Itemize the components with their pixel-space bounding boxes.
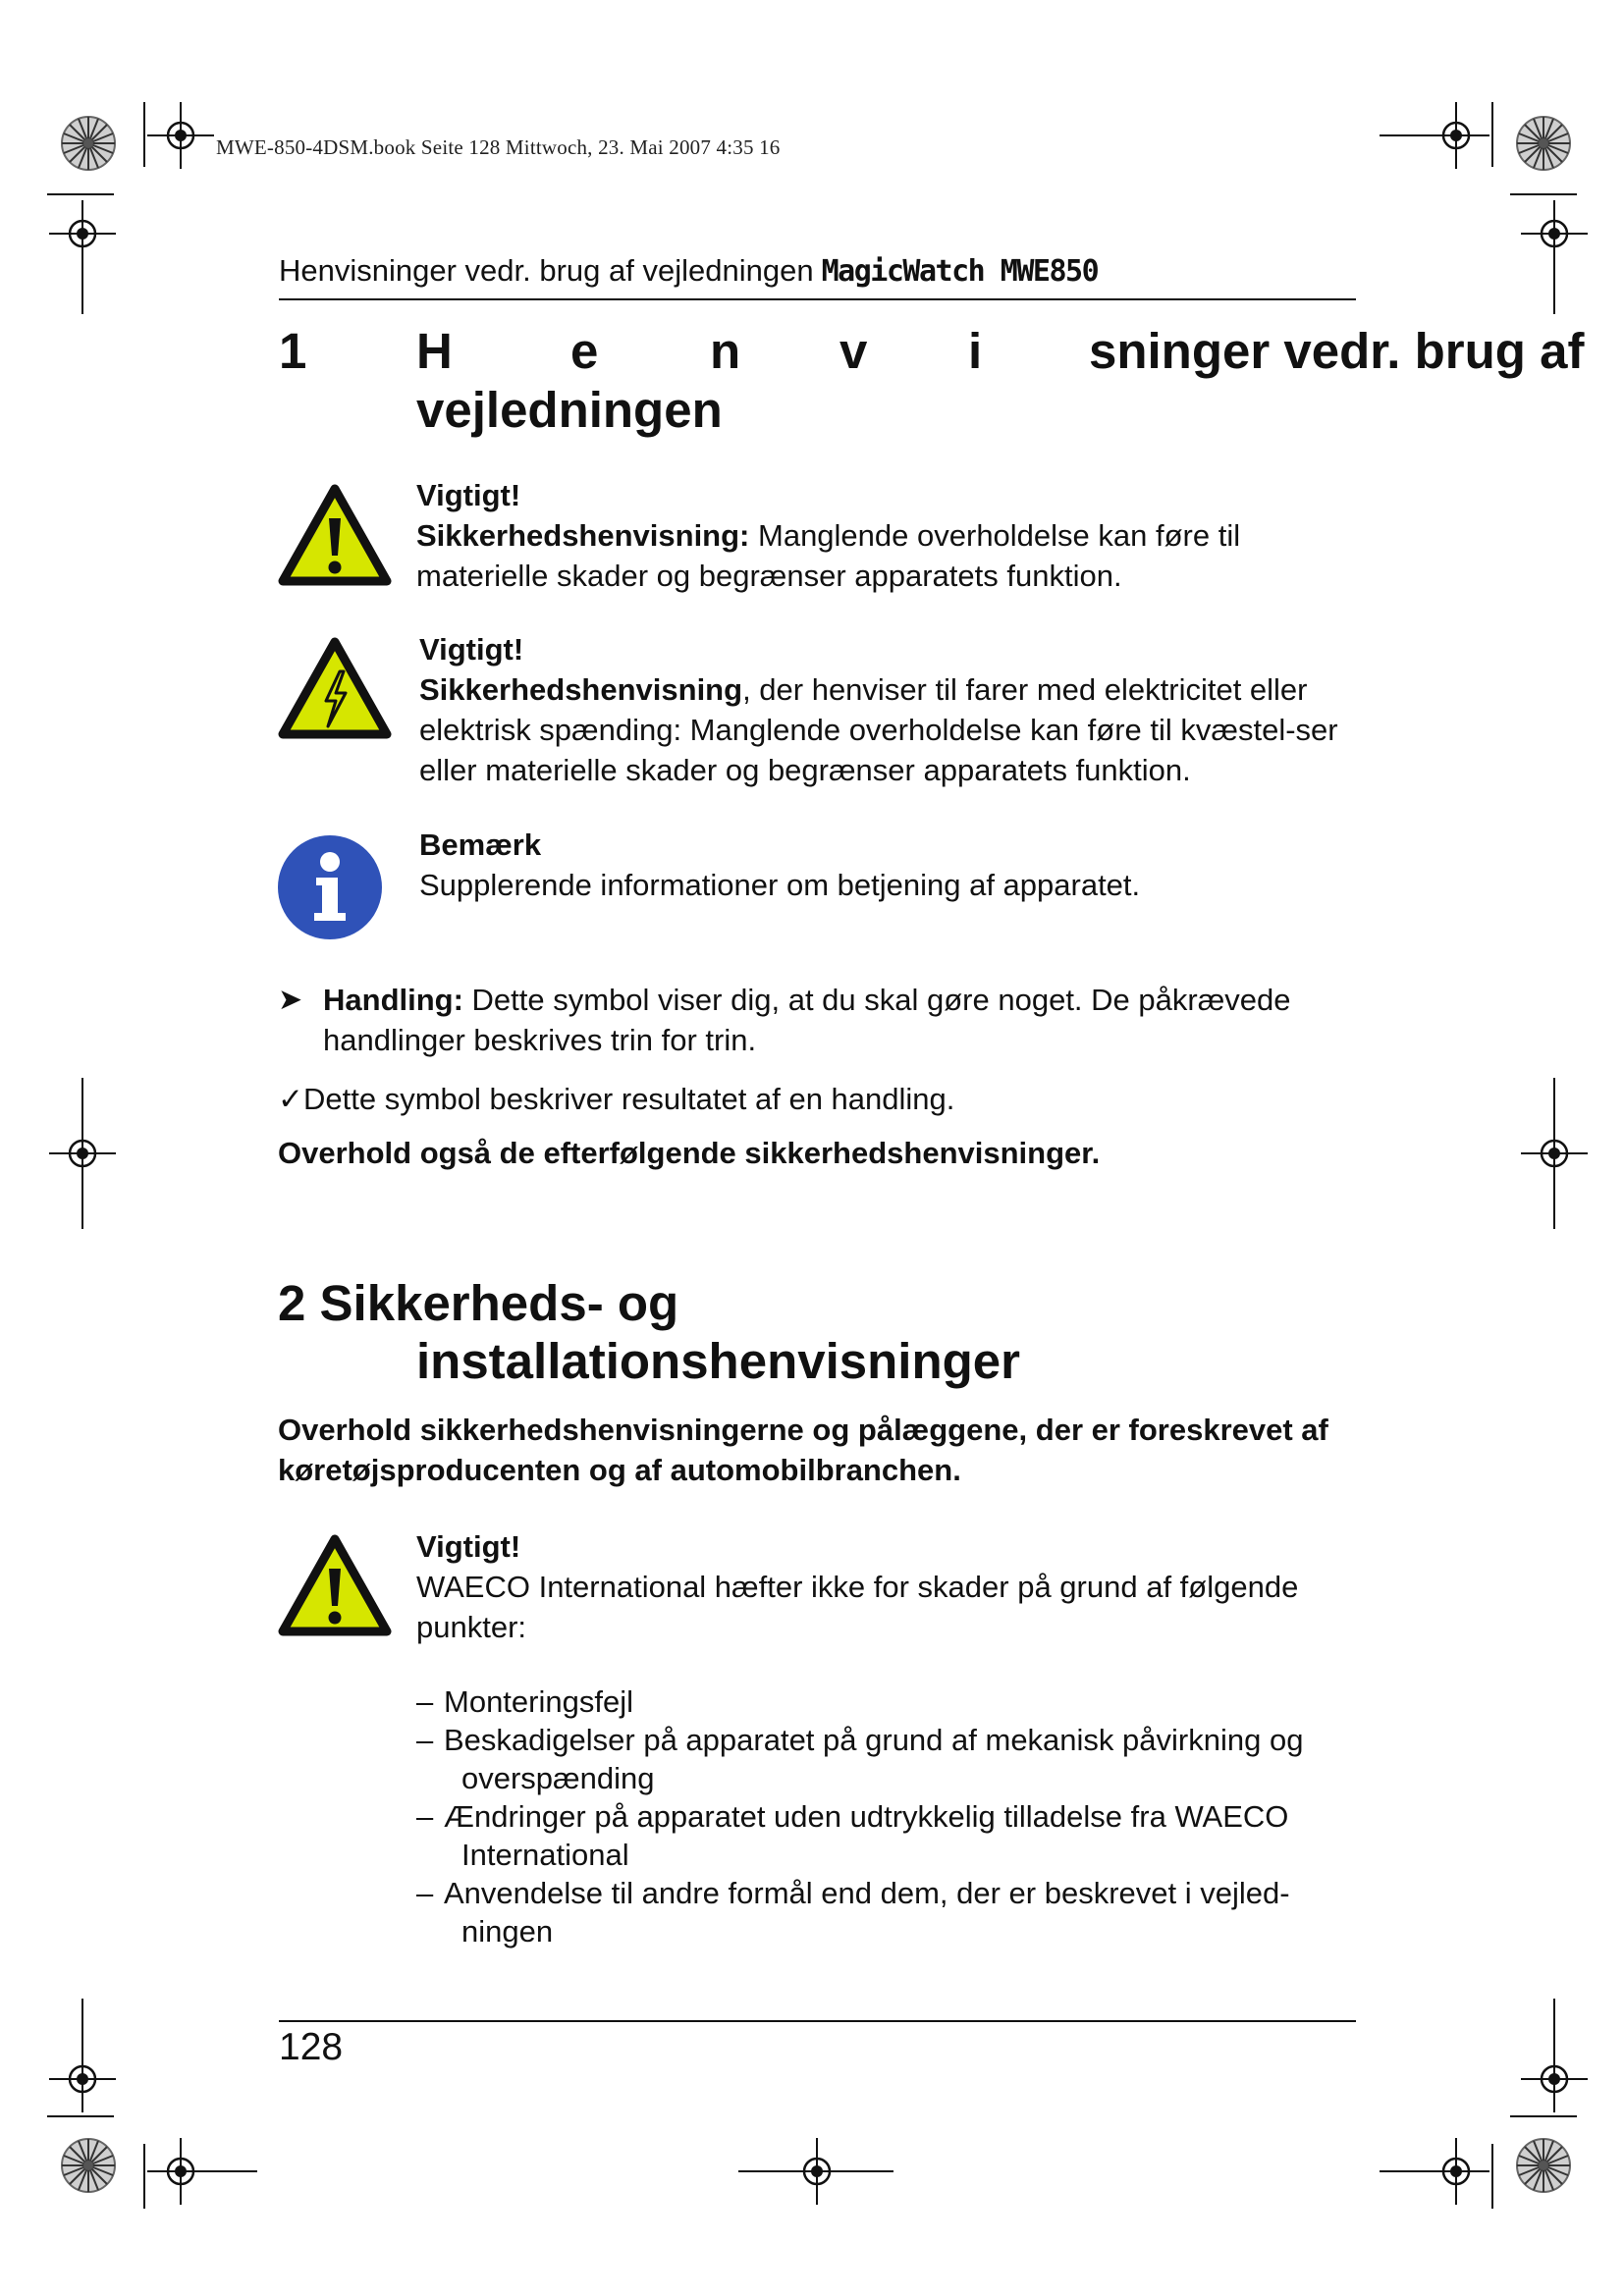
result-text: Dette symbol beskriver resultatet af en handling. xyxy=(302,1082,955,1116)
registration-mark xyxy=(49,200,116,267)
warning-exclamation-icon xyxy=(277,1533,393,1639)
note-heading: Vigtigt! xyxy=(416,478,521,512)
note-text: Manglende overholdelse kan føre til materielle skader og begrænser apparatets funktion. xyxy=(416,518,1241,593)
list-item-continuation: ningen xyxy=(461,1914,554,1949)
registration-mark xyxy=(1423,2138,1489,2205)
section-1-title-line1 xyxy=(416,322,1589,381)
note-body xyxy=(416,515,1339,596)
note-warning-1 xyxy=(416,475,1339,596)
list-item xyxy=(416,1797,1379,1874)
list-item-text: Ændringer på apparatet uden udtrykkelig tilladelse fra WAECO xyxy=(444,1799,1289,1834)
note-heading: Bemærk xyxy=(419,828,542,862)
note-warning-2 xyxy=(419,629,1352,790)
info-icon xyxy=(275,832,385,942)
warning-electric-icon xyxy=(277,636,393,742)
checkmark-icon: ✓ xyxy=(278,1082,303,1116)
result-paragraph xyxy=(278,1079,954,1119)
running-head-text: Henvisninger vedr. brug af vejledningen xyxy=(279,253,814,288)
starburst-mark xyxy=(62,117,115,170)
warning-exclamation-icon xyxy=(277,483,393,589)
registration-mark xyxy=(1423,102,1489,169)
title-rest: sninger vedr. brug af xyxy=(1089,323,1585,379)
handling-paragraph xyxy=(323,980,1352,1060)
list-dash: – xyxy=(416,1684,434,1719)
section-2-warning xyxy=(416,1526,1359,1647)
registration-mark xyxy=(49,1120,116,1187)
header-rule xyxy=(279,298,1356,300)
list-dash: – xyxy=(416,1799,434,1834)
list-item-continuation: overspænding xyxy=(461,1761,655,1795)
title-letter: n xyxy=(710,323,741,379)
note-info xyxy=(419,825,1342,905)
list-dash: – xyxy=(416,1723,434,1757)
print-metadata: MWE-850-4DSM.book Seite 128 Mittwoch, 23. Mai 2007 4:35 16 xyxy=(216,135,781,159)
note-lead: Sikkerhedshenvisning: xyxy=(416,518,750,553)
registration-mark xyxy=(147,2138,214,2205)
note-lead: Sikkerhedshenvisning xyxy=(419,672,743,707)
footer-rule xyxy=(279,2020,1356,2022)
starburst-mark xyxy=(1517,2139,1570,2192)
registration-mark xyxy=(147,102,214,169)
list-item-text: Monteringsfejl xyxy=(444,1684,633,1719)
handling-symbol: ➤ xyxy=(278,984,303,1016)
section-1-title-line2: vejledningen xyxy=(416,382,723,438)
list-item-continuation: International xyxy=(461,1838,629,1872)
list-item xyxy=(416,1874,1379,1950)
list-item-text: Anvendelse til andre formål end dem, der er beskrevet i vejled- xyxy=(444,1876,1290,1910)
note-text: Supplerende informationer om betjening af apparatet. xyxy=(419,868,1141,902)
observe-note: Overhold også de efterfølgende sikkerhedshenvisninger. xyxy=(278,1136,1101,1170)
running-head xyxy=(279,253,1098,289)
list-item xyxy=(416,1721,1379,1797)
note-body xyxy=(419,669,1352,790)
starburst-mark xyxy=(1517,117,1570,170)
list-item-text: Beskadigelser på apparatet på grund af mekanisk påvirkning og xyxy=(444,1723,1304,1757)
handling-lead: Handling: xyxy=(323,983,463,1017)
registration-mark xyxy=(1521,200,1588,267)
note-text: , der henviser til farer med elektricitet eller elektrisk spænding: Manglende overholdelse kan føre til kvæstel-ser eller materielle skader og begrænser apparatets funktion. xyxy=(419,672,1338,787)
starburst-mark xyxy=(62,2139,115,2192)
section-2-title-line2: installationshenvisninger xyxy=(416,1333,1020,1389)
note-heading: Vigtigt! xyxy=(416,1529,521,1564)
liability-list xyxy=(416,1682,1379,1950)
page-number: 128 xyxy=(279,2026,344,2068)
section-2-intro: Overhold sikkerhedshenvisningerne og pålæggene, der er foreskrevet af køretøjsproducenten og af automobilbranchen. xyxy=(278,1413,1328,1487)
title-letter: i xyxy=(968,323,983,379)
list-dash: – xyxy=(416,1876,434,1910)
handling-text: Dette symbol viser dig, at du skal gøre noget. De påkrævede handlinger beskrives trin for trin. xyxy=(323,983,1291,1057)
title-letter: e xyxy=(570,323,599,379)
section-1-number: 1 xyxy=(279,323,307,379)
registration-mark xyxy=(1521,1120,1588,1187)
registration-mark xyxy=(784,2138,850,2205)
registration-mark xyxy=(49,2046,116,2112)
note-heading: Vigtigt! xyxy=(419,632,524,667)
section-2-title-line1: 2 Sikkerheds- og xyxy=(278,1275,679,1331)
product-name: MagicWatch MWE850 xyxy=(821,254,1099,289)
title-letter: H xyxy=(416,323,453,379)
list-item xyxy=(416,1682,1379,1721)
title-letter: v xyxy=(839,323,868,379)
registration-mark xyxy=(1521,2046,1588,2112)
note-text: WAECO International hæfter ikke for skader på grund af følgende punkter: xyxy=(416,1570,1299,1644)
